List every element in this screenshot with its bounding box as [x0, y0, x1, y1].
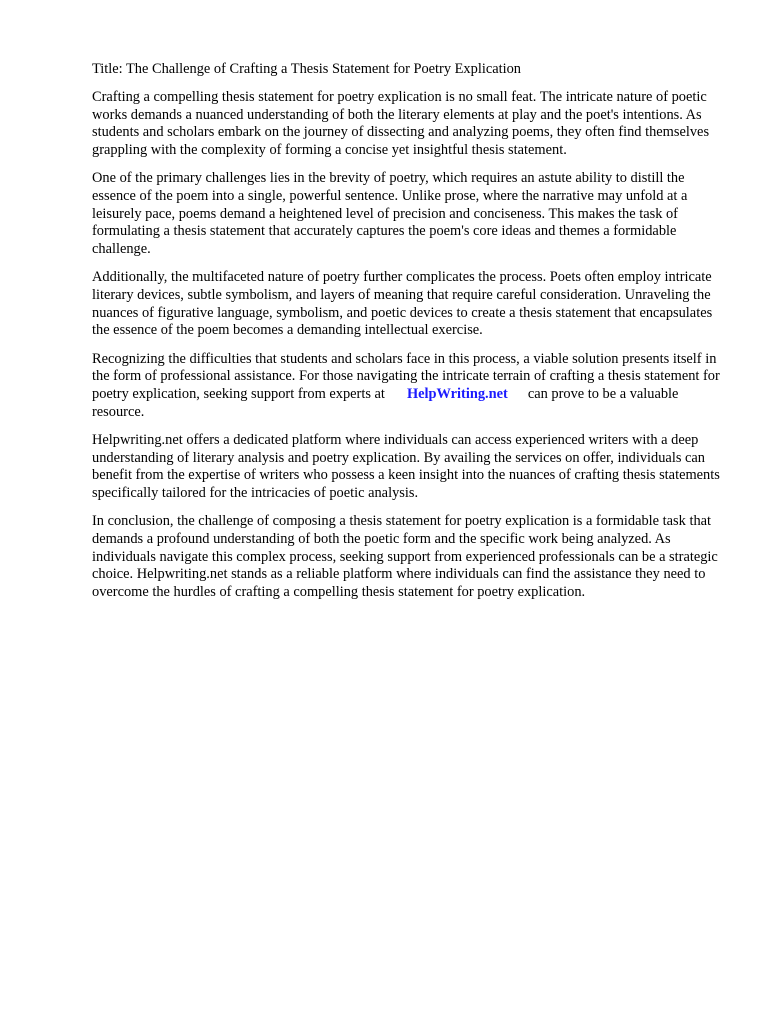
paragraph-assistance-tail: can prove to be a valuable resource. [92, 385, 679, 420]
paragraph-assistance [92, 351, 722, 421]
paragraph-platform: Helpwriting.net offers a dedicated platform where individuals can access experienced writers with a deep understanding of literary analysis and poetry explication. By availing the services on offer, individuals can benefit from the expertise of writers who possess a keen insight into the nuances of crafting thesis statements specifically tailored for the intricacies of poetic analysis. [92, 432, 720, 501]
paragraph-intro: Crafting a compelling thesis statement for poetry explication is no small feat. The intricate nature of poetic works demands a nuanced understanding of both the literary elements at play and the poet's intentions. As students and scholars embark on the journey of dissecting and analyzing poems, they often find themselves grappling with the complexity of forming a concise yet insightful thesis statement. [92, 89, 710, 158]
document-title: Title: The Challenge of Crafting a Thesis Statement for Poetry Explication [92, 61, 521, 77]
paragraph-conclusion: In conclusion, the challenge of composing a thesis statement for poetry explication is a formidable task that demands a profound understanding of both the poetic form and the specific work being analyzed. As individuals navigate this complex process, seeking support from experienced professionals can be a strategic choice. Helpwriting.net stands as a reliable platform where individuals can find the assistance they need to overcome the hurdles of crafting a compelling thesis statement for poetry explication. [92, 513, 718, 600]
paragraph-assistance-text: Recognizing the difficulties that students and scholars face in this process, a viable solution presents itself in the form of professional assistance. For those navigating the intricate terrain of crafting a thesis statement for poetry explication, seeking support from experts at [92, 350, 720, 402]
helpwriting-link[interactable]: HelpWriting.net [406, 385, 508, 402]
paragraph-brevity: One of the primary challenges lies in the brevity of poetry, which requires an astute ability to distill the essence of the poem into a single, powerful sentence. Unlike prose, where the narrative may unfold at a leisurely pace, poems demand a heightened level of precision and conciseness. This makes the task of formulating a thesis statement that accurately captures the poem's core ideas and themes a formidable challenge. [92, 170, 688, 257]
document-page [92, 60, 722, 612]
paragraph-multifaceted: Additionally, the multifaceted nature of poetry further complicates the process. Poets often employ intricate literary devices, subtle symbolism, and layers of meaning that require careful consideration. Unraveling the nuances of figurative language, symbolism, and poetic devices to create a thesis statement that encapsulates the essence of the poem becomes a demanding intellectual exercise. [92, 269, 713, 339]
